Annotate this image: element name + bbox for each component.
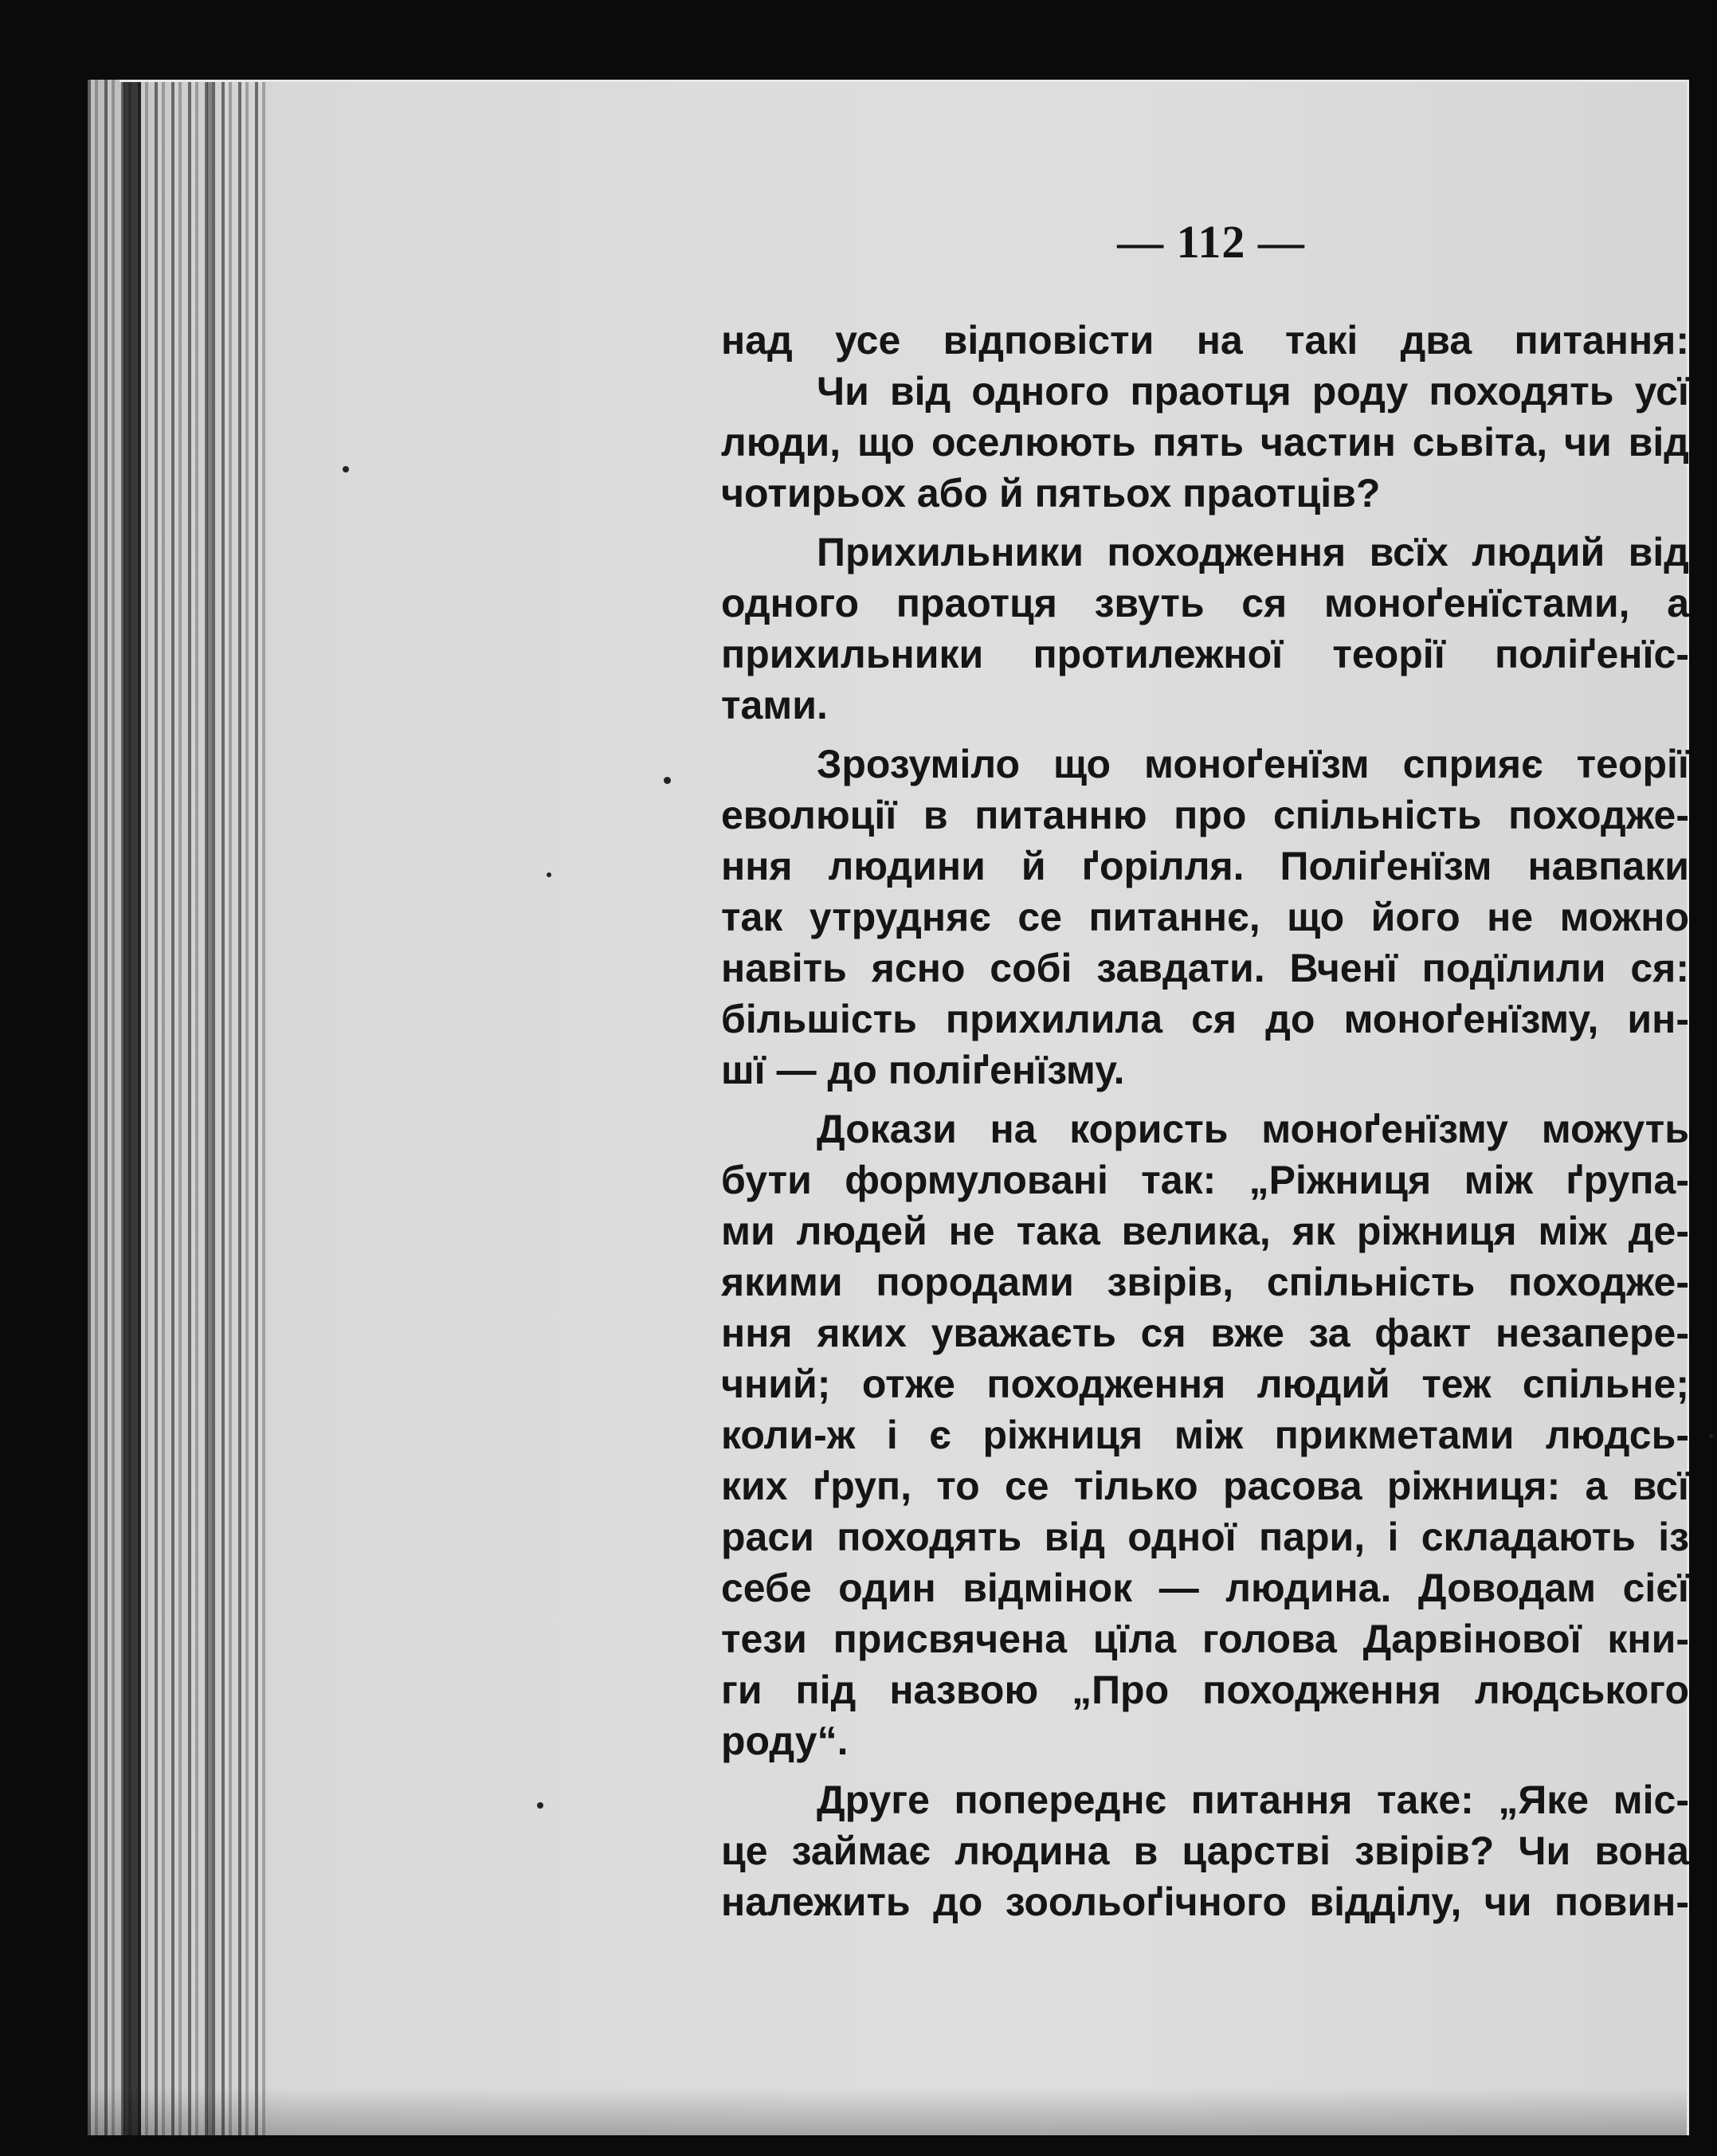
dust-speck [537,1802,543,1809]
text-line: це займає людина в царстві звірів? Чи вона [721,1829,1689,1873]
text-line: ми людей не така велика, як ріжниця між де- [721,1209,1689,1253]
text-line: чотирьох або й пятьох праотців? [721,471,1381,515]
text-line: ких ґруп, то се тілько расова ріжниця: а всї [721,1464,1689,1508]
text-line: шї — до поліґенїзму. [721,1048,1125,1092]
text-line: Зрозуміло що моноґенїзм сприяє теорії [817,742,1689,786]
page-number: — 112 — [1117,216,1305,268]
text-line: коли-ж і є ріжниця між прикметами людсь- [721,1413,1689,1457]
text-line: ння людини й ґорілля. Поліґенїзм навпаки [721,844,1689,888]
text-line: належить до зоольоґічного відділу, чи повин- [721,1880,1689,1924]
text-line: еволюції в питанню про спільність походже- [721,793,1689,837]
text-line: тези присвячена цїла голова Дарвінової кни- [721,1617,1689,1661]
text-line: ги під назвою „Про походження людського [721,1668,1689,1712]
text-line: бути формуловані так: „Ріжниця між ґрупа- [721,1158,1689,1202]
text-line: тами. [721,683,828,727]
text-line: якими породами звірів, спільність походже- [721,1260,1689,1304]
text-line: раси походять від одної пари, і складають із [721,1515,1689,1559]
text-line: себе один відмінок — людина. Доводам сієї [721,1566,1689,1610]
text-line: люди, що оселюють пять частин сьвіта, чи від [721,420,1689,465]
text-line: Прихильники походження всїх людий від [817,530,1689,574]
text-line: ння яких уважаєть ся вже за факт незапере- [721,1311,1689,1355]
page-edges [88,80,271,2135]
text-line: роду“. [721,1719,849,1763]
text-line: Друге попереднє питання таке: „Яке міс- [817,1778,1689,1822]
dust-speck [343,466,349,472]
dust-speck [1709,1434,1713,1438]
text-line: чний; отже походження людий теж спільне; [721,1362,1689,1406]
dust-speck [547,872,551,877]
text-line: Чи від одного праотця роду походять усї [817,369,1689,414]
binding-shadow [123,80,141,2135]
text-line: одного праотця звуть ся моноґенїстами, а [721,581,1689,625]
bottom-shadow [88,2087,1689,2135]
body-text [721,315,1689,1927]
dust-speck [664,777,671,784]
text-line: прихильники протилежної теорії поліґенїс- [721,632,1689,676]
text-line: навіть ясно собі завдати. Вченї подїлили ся: [721,946,1689,990]
frame-top-line [120,80,1689,82]
text-line: над усе відповісти на такі два питання: [721,318,1689,363]
text-line: Докази на користь моноґенїзму можуть [817,1107,1689,1151]
text-line: так утрудняє се питаннє, що його не можно [721,895,1689,939]
binding-line [207,80,215,2135]
text-line: більшість прихилила ся до моноґенїзму, ин- [721,997,1689,1041]
